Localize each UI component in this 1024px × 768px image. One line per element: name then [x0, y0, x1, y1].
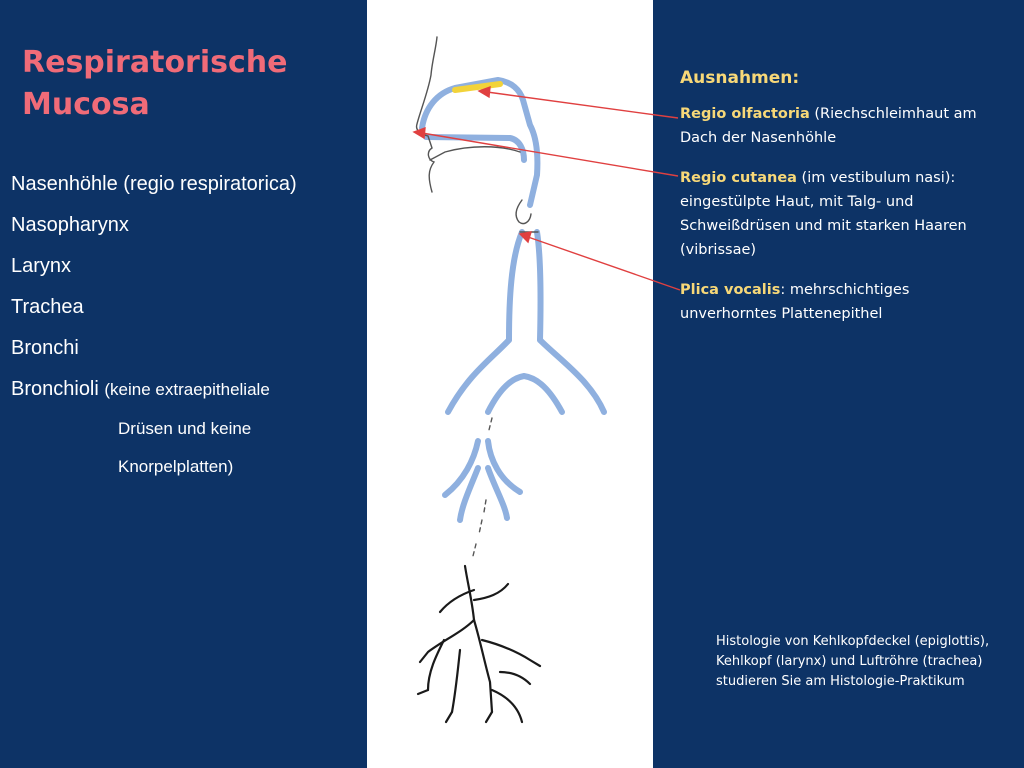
list-item-text: Nasopharynx: [11, 214, 129, 236]
list-item-text: Trachea: [11, 296, 84, 318]
exception-desc: (im vestibulum nasi): eingestülpte Haut, mit Talg- und Schweißdrüsen und mit starken Haaren (vibrissae): [680, 170, 967, 258]
slide-title: [22, 42, 287, 126]
exception-term: Plica vocalis: [680, 282, 781, 298]
list-item-text: Bronchi: [11, 337, 79, 359]
list-item: [11, 205, 297, 246]
exception-desc: : mehrschichtiges unverhorntes Plattenepithel: [680, 282, 910, 322]
list-item: [11, 246, 297, 287]
list-item-note: (keine extraepitheliale: [104, 380, 270, 399]
exception-term: Regio cutanea: [680, 170, 797, 186]
exception-cutanea: [680, 166, 1010, 262]
list-item-text: Bronchioli: [11, 378, 99, 400]
exception-term: Regio olfactoria: [680, 106, 810, 122]
list-item: [11, 287, 297, 328]
list-continuation: Knorpelplatten): [118, 457, 234, 476]
list-item-text: Nasenhöhle (regio respiratorica): [11, 173, 297, 195]
list-item: [11, 164, 297, 205]
list-item: [11, 328, 297, 369]
airway-list: [11, 164, 297, 486]
exceptions-block: [680, 64, 1010, 342]
list-item-text: Larynx: [11, 255, 72, 277]
exception-desc: (Riechschleimhaut am Dach der Nasenhöhle: [680, 106, 977, 146]
diagram-panel: [367, 0, 653, 768]
title-line-1: Respiratorische: [22, 45, 288, 80]
title-line-2: Mucosa: [22, 87, 150, 122]
list-continuation: Drüsen und keine: [118, 419, 252, 438]
histology-note: Histologie von Kehlkopfdeckel (epiglottis), Kehlkopf (larynx) und Luftröhre (trachea) studieren Sie am Histologie-Praktikum: [716, 634, 990, 689]
exceptions-heading: Ausnahmen:: [680, 68, 800, 88]
exception-olfactoria: [680, 102, 1010, 150]
list-item: [11, 369, 297, 410]
exception-plica: [680, 278, 1010, 326]
